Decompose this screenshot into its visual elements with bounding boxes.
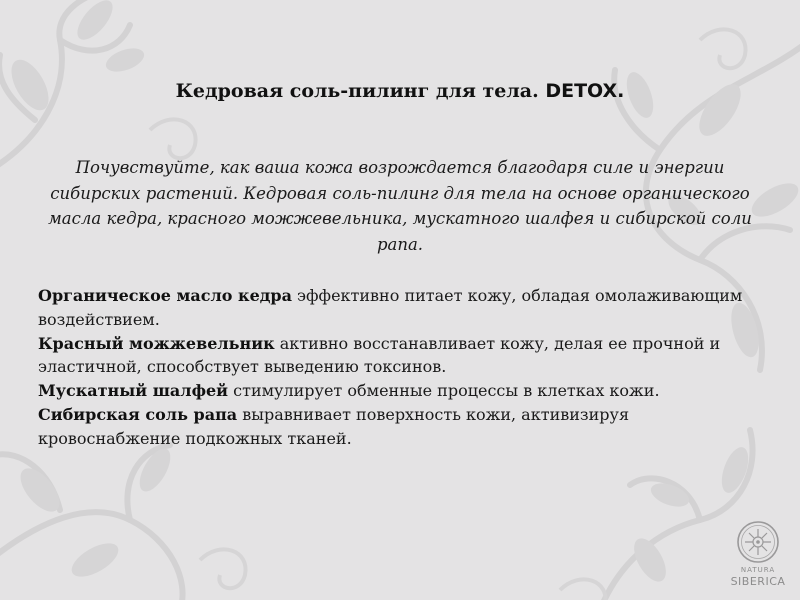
feature-item: [38, 403, 768, 451]
feature-term: Красный можжевельник: [38, 333, 275, 353]
page-title: [0, 80, 800, 102]
logo-text-natura: NATURA: [740, 566, 776, 574]
feature-term: Сибирская соль рапа: [38, 404, 238, 424]
feature-description: стимулирует обменные процессы в клетках кожи.: [228, 381, 660, 401]
title-text: Кедровая соль-пилинг для тела.: [175, 80, 539, 102]
features-list: [38, 284, 768, 451]
feature-description: эффективно питает кожу, обладая омолаживающим воздействием.: [38, 286, 743, 329]
intro-paragraph: Почувствуйте, как ваша кожа возрождается благодаря силе и энергии сибирских растений. Кедровая соль-пилинг для тела на основе органического масла кедра, красного можжевельника, мускатного шалфея и сибирской соли рапа.: [48, 158, 752, 254]
feature-item: [38, 379, 768, 403]
brand-logo: [728, 520, 788, 592]
feature-item: [38, 284, 768, 332]
natura-siberica-emblem-icon: [736, 520, 780, 564]
feature-description: выравнивает поверхность кожи, активизируя кровоснабжение подкожных тканей.: [38, 404, 630, 448]
title-latin-word: DETOX.: [545, 80, 625, 102]
feature-description: активно восстанавливает кожу, делая ее прочной и эластичной, способствует выведению токсинов.: [38, 333, 721, 377]
feature-term: Мускатный шалфей: [38, 381, 229, 401]
logo-text-siberica: SIBERICA: [730, 575, 786, 588]
feature-item: [38, 332, 768, 380]
feature-term: Органическое масло кедра: [38, 286, 292, 305]
